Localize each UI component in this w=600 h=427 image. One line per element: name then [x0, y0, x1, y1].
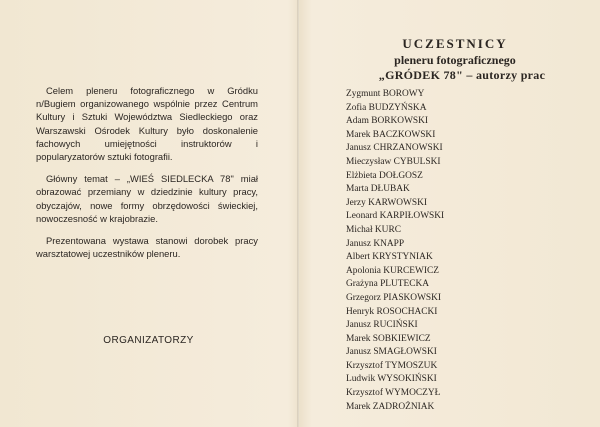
- participant-name: Marta DŁUBAK: [346, 184, 410, 195]
- participant-name: Grzegorz PIASKOWSKI: [346, 292, 442, 303]
- participant-name: Adam BORKOWSKI: [346, 116, 429, 127]
- participant-name: Marek ZADROŻNIAK: [346, 401, 435, 412]
- participants-list: [346, 88, 444, 414]
- participant-name: Mieczysław CYBULSKI: [346, 156, 441, 167]
- participant-name: Zygmunt BOROWY: [346, 89, 425, 99]
- participant-name: Leonard KARPIŁOWSKI: [346, 211, 445, 222]
- page-fold: [297, 0, 299, 427]
- participants-header: [310, 36, 600, 83]
- participant-name: Michał KURC: [346, 224, 401, 235]
- participants-subtitle-event: „GRÓDEK 78" – autorzy prac: [378, 68, 546, 82]
- participant-name: Marek BACZKOWSKI: [346, 129, 436, 140]
- participant-name: Janusz SMAGŁOWSKI: [346, 347, 437, 358]
- paragraph-goal: Celem pleneru fotograficznego w Gródku n/Bugiem organizowanego wspólnie przez Centrum Kultury i Sztuki Województwa Siedleckiego oraz Warszawski Ośrodek Kultury było doskonalenie fachowych umiejętności instruktorów i popularyzatorów sztuki fotografii.: [36, 85, 258, 163]
- participant-name: Janusz RUCIŃSKI: [346, 320, 418, 331]
- paragraph-exhibition: Prezentowana wystawa stanowi dorobek pracy warsztatowej uczestników pleneru.: [36, 235, 258, 260]
- participant-name: Marek SOBKIEWICZ: [346, 333, 431, 344]
- participant-name: Grażyna PLUTECKA: [346, 279, 430, 290]
- participant-name: Janusz CHRZANOWSKI: [346, 143, 443, 154]
- participants-subtitle: pleneru fotograficznego: [394, 53, 516, 67]
- organizers-heading: ORGANIZATORZY: [103, 335, 194, 346]
- participant-name: Krzysztof WYMOCZYŁ: [346, 388, 441, 399]
- participant-name: Jerzy KARWOWSKI: [346, 197, 427, 208]
- participant-name: Apolonia KURCEWICZ: [346, 265, 439, 276]
- participant-name: Janusz KNAPP: [346, 238, 405, 249]
- description-column: [36, 84, 258, 269]
- participants-title: UCZESTNICY: [402, 36, 508, 51]
- participant-name: Albert KRYSTYNIAK: [346, 252, 433, 263]
- participant-name: Ludwik WYSOKIŃSKI: [346, 374, 437, 385]
- paragraph-theme: Główny temat – „WIEŚ SIEDLECKA 78" miał obrazować przemiany w dziedzinie kultury pracy, obyczajów, nowe formy obrzędowości świeckiej, nowoczesność w krajobrazie.: [36, 173, 258, 224]
- participant-name: Zofia BUDZYŃSKA: [346, 102, 427, 113]
- participant-name: Elżbieta DOŁGOSZ: [346, 170, 423, 181]
- participant-name: Krzysztof TYMOSZUK: [346, 360, 438, 371]
- participant-name: Henryk ROSOCHACKI: [346, 306, 438, 317]
